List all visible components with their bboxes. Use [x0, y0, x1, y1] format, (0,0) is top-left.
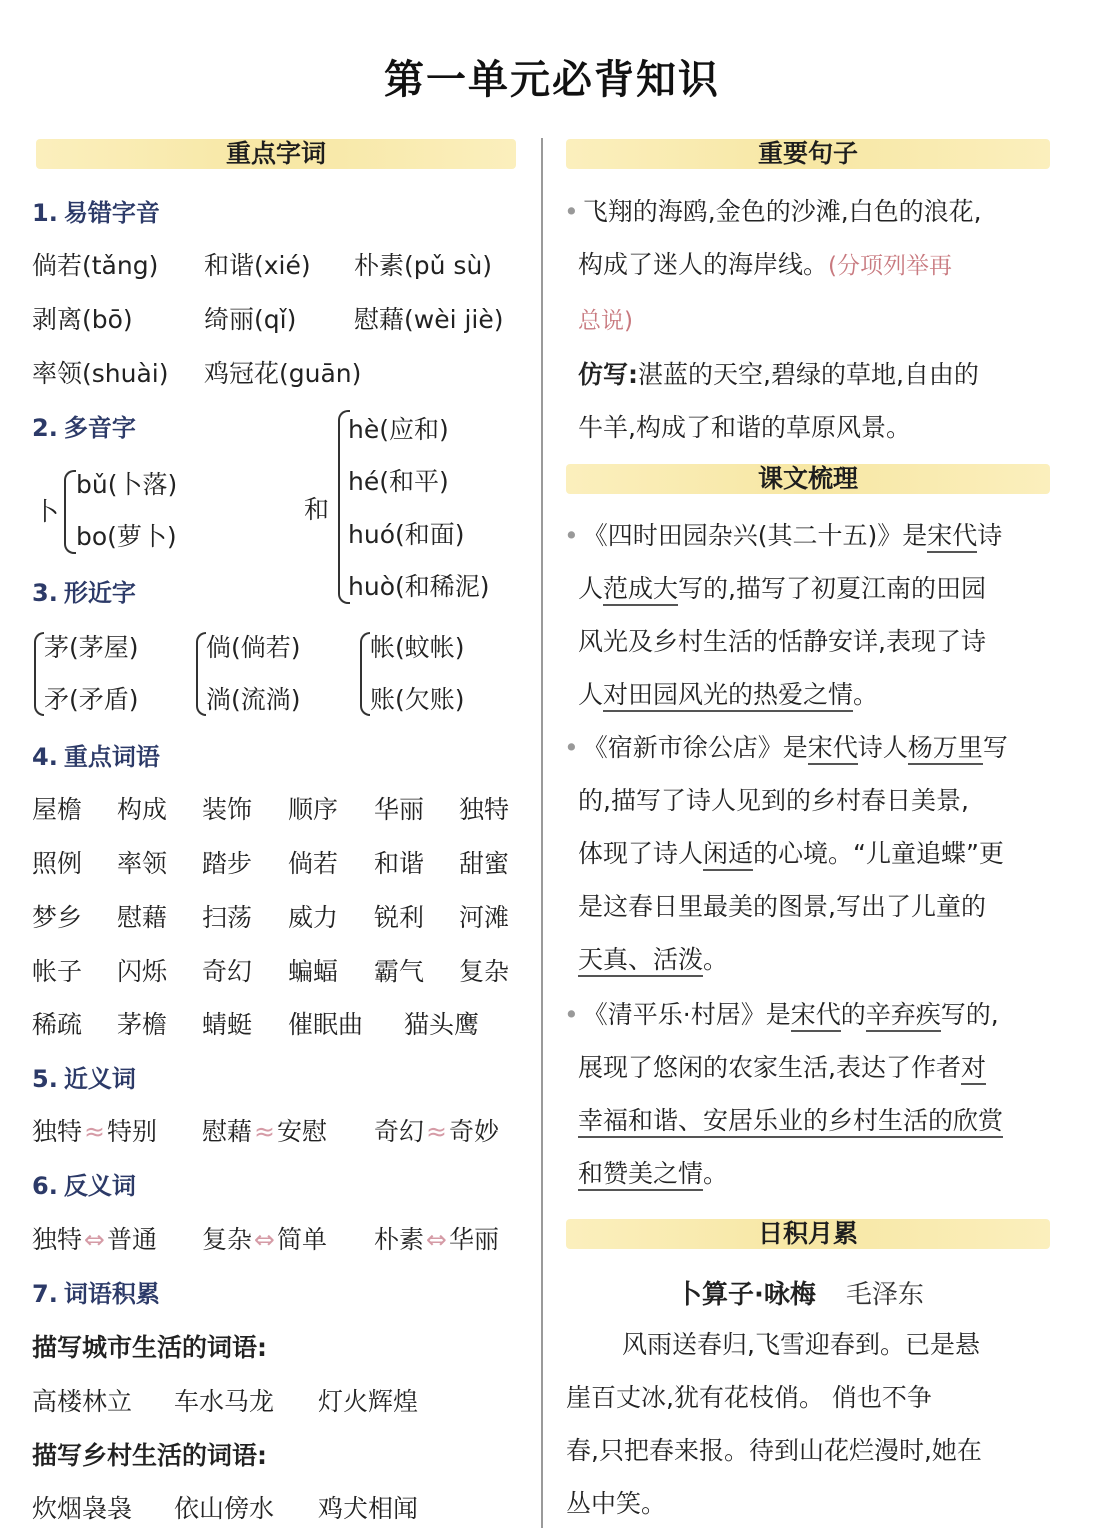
sentence-note: 总说): [578, 308, 633, 334]
summary-text: 《宿新市徐公店》是: [582, 733, 808, 762]
underlined-text: 辛弃疾: [866, 1000, 941, 1032]
pinyin-item: 率领(shuài): [32, 359, 169, 388]
summary-line: [564, 668, 1084, 721]
word: 复杂: [459, 957, 510, 986]
underlined-text: 宋代: [808, 733, 858, 765]
word: 稀疏: [32, 1010, 83, 1039]
poem-line: 丛中笑。: [566, 1489, 667, 1518]
word: 河滩: [459, 903, 510, 932]
word: 特别: [106, 1117, 157, 1146]
poem-heading: [676, 1274, 924, 1311]
underlined-text: 闲适: [703, 839, 753, 871]
similar-char: 倘(倘若): [206, 633, 301, 662]
summary-text: 写: [982, 733, 1008, 762]
approx-symbol: ≈: [426, 1117, 447, 1146]
word: 灯火辉煌: [318, 1387, 419, 1416]
summary-line: [564, 933, 1084, 986]
summary-text: 展现了悠闲的农家生活,表达了作者: [578, 1053, 961, 1082]
word: 炊烟袅袅: [32, 1494, 133, 1523]
summary-line: [564, 562, 1084, 615]
polyphone-reading: huò(和稀泥): [348, 572, 490, 601]
word: 茅檐: [117, 1010, 168, 1039]
sentence-note: (分项列举再: [828, 253, 952, 279]
polyphone-reading: huó(和面): [348, 520, 465, 549]
similar-char: 矛(矛盾): [44, 685, 139, 714]
imitate-line: [564, 401, 1084, 454]
brace-similar: [360, 632, 370, 716]
poem-body: [566, 1318, 1066, 1530]
summary-text: 《清平乐·村居》是: [582, 1000, 791, 1029]
summary-line: [564, 721, 1084, 774]
sentence-text: 飞翔的海鸥,金色的沙滩,白色的浪花,: [582, 197, 982, 226]
word: 和谐: [374, 849, 425, 878]
sentence-line: [564, 185, 1084, 238]
word: 帐子: [32, 957, 83, 986]
word: 霸气: [374, 957, 425, 986]
word: 简单: [276, 1225, 327, 1254]
section-2-number: 2.: [32, 414, 58, 442]
word: 慰藉: [117, 903, 168, 932]
opposite-arrow-icon: ⇔: [254, 1225, 275, 1254]
section-1-number: 1.: [32, 199, 58, 227]
summary-text: 体现了诗人: [578, 839, 704, 868]
section-7-heading: [32, 1274, 160, 1309]
summary-line: [564, 615, 1084, 668]
polyphone-reading: bo(萝卜): [76, 522, 177, 551]
word: 催眠曲: [288, 1010, 364, 1039]
banner-key-words: 重点字词: [36, 139, 516, 169]
summary-paragraph-3: [564, 988, 1084, 1200]
underlined-text: 对: [961, 1053, 986, 1085]
banner-text-summary: 课文梳理: [566, 464, 1050, 494]
section-2-heading: [32, 408, 136, 443]
section-2-title: 多音字: [63, 414, 136, 442]
section-6-heading: [32, 1166, 136, 1201]
brace-similar: [196, 632, 206, 716]
antonym-pair: [202, 1220, 327, 1256]
underlined-text: 宋代: [927, 521, 977, 553]
summary-text: 是这春日里最美的图景,写出了儿童的: [578, 892, 986, 921]
summary-line: [564, 1147, 1084, 1200]
word: 屋檐: [32, 795, 83, 824]
word: 奇幻: [374, 1117, 425, 1146]
similar-char: 帐(蚊帐): [370, 633, 465, 662]
word: 猫头鹰: [404, 1010, 480, 1039]
word: 扫荡: [202, 903, 253, 932]
section-7-number: 7.: [32, 1280, 58, 1308]
word: 朴素: [374, 1225, 425, 1254]
summary-text: 的心境。“儿童追蝶”更: [753, 839, 1004, 868]
summary-text: 的,描写了诗人见到的乡村春日美景,: [578, 786, 969, 815]
section-5-title: 近义词: [63, 1065, 136, 1093]
brace-similar: [34, 632, 44, 716]
word: 鸡犬相闻: [318, 1494, 419, 1523]
bullet-icon: •: [564, 521, 579, 550]
word: 率领: [117, 849, 168, 878]
word: 锐利: [374, 903, 425, 932]
word: 蝙蝠: [288, 957, 339, 986]
summary-line: [564, 509, 1084, 562]
brace-bu: [64, 470, 76, 554]
summary-line: [564, 1094, 1084, 1147]
underlined-text: 对田园风光的热爱之情: [603, 680, 853, 712]
word: 独特: [32, 1225, 83, 1254]
word: 普通: [106, 1225, 157, 1254]
village-words-label: 描写乡村生活的词语:: [32, 1441, 267, 1470]
word: 闪烁: [117, 957, 168, 986]
word: 梦乡: [32, 903, 83, 932]
sentence-line: [564, 238, 1084, 293]
section-4-number: 4.: [32, 743, 58, 771]
underlined-text: 和赞美之情: [578, 1159, 703, 1191]
section-1-title: 易错字音: [63, 199, 160, 227]
underlined-text: 天真、活泼: [578, 945, 703, 977]
underlined-text: 幸福和谐、安居乐业的乡村生活的欣赏: [578, 1106, 1003, 1138]
word: 顺序: [288, 795, 339, 824]
word: 装饰: [202, 795, 253, 824]
summary-text: 人: [578, 574, 604, 603]
word: 华丽: [448, 1225, 499, 1254]
summary-text: 人: [578, 680, 604, 709]
summary-paragraph-2: [564, 721, 1084, 986]
poem-line: 风雨送春归,飞雪迎春到。已是悬: [622, 1330, 980, 1359]
word: 威力: [288, 903, 339, 932]
summary-line: [564, 827, 1084, 880]
sentence-text: 构成了迷人的海岸线。: [578, 250, 829, 279]
underlined-text: 范成大: [603, 574, 678, 606]
column-divider: [541, 138, 543, 1528]
word: 安慰: [276, 1117, 327, 1146]
pinyin-item: 和谐(xié): [204, 251, 311, 280]
section-4-title: 重点词语: [63, 743, 160, 771]
key-sentence: [564, 185, 1084, 454]
antonym-pair: [374, 1220, 499, 1256]
banner-daily-accumulation: 日积月累: [566, 1219, 1050, 1249]
poem-author: 毛泽东: [845, 1280, 924, 1310]
word: 慰藉: [202, 1117, 253, 1146]
section-5-number: 5.: [32, 1065, 58, 1093]
polyphone-reading: hè(应和): [348, 415, 449, 444]
synonym-pair: [374, 1112, 499, 1148]
summary-text: 。: [703, 945, 729, 974]
section-1-heading: [32, 193, 160, 228]
pinyin-item: 倘若(tǎng): [32, 251, 159, 280]
pinyin-item: 剥离(bō): [32, 305, 133, 334]
word: 华丽: [374, 795, 425, 824]
summary-text: 的: [840, 1000, 866, 1029]
polyphone-reading: hé(和平): [348, 467, 449, 496]
underlined-text: 杨万里: [908, 733, 983, 765]
word: 蜻蜓: [202, 1010, 253, 1039]
word: 踏步: [202, 849, 253, 878]
pinyin-item: 慰藉(wèi jiè): [354, 305, 504, 334]
summary-text: 风光及乡村生活的恬静安详,表现了诗: [578, 627, 986, 656]
antonym-pair: [32, 1220, 157, 1256]
pinyin-item: 鸡冠花(guān): [204, 359, 362, 388]
summary-line: [564, 988, 1084, 1041]
approx-symbol: ≈: [254, 1117, 275, 1146]
synonym-pair: [202, 1112, 327, 1148]
imitate-label: 仿写:: [578, 360, 638, 389]
summary-paragraph-1: [564, 509, 1084, 721]
poem-line: 崖百丈冰,犹有花枝俏。 俏也不争: [566, 1383, 932, 1412]
similar-char: 淌(流淌): [206, 685, 301, 714]
summary-text: 《四时田园杂兴(其二十五)》是: [582, 521, 928, 550]
word: 独特: [459, 795, 510, 824]
sentence-line: [564, 293, 1084, 348]
bullet-icon: •: [564, 197, 579, 226]
word: 复杂: [202, 1225, 253, 1254]
similar-char: 茅(茅屋): [44, 633, 139, 662]
underlined-text: 宋代: [791, 1000, 841, 1032]
word: 依山傍水: [174, 1494, 275, 1523]
section-3-number: 3.: [32, 579, 58, 607]
section-4-heading: [32, 737, 160, 772]
word: 照例: [32, 849, 83, 878]
poem-title: 卜算子·咏梅: [676, 1280, 816, 1310]
section-5-heading: [32, 1059, 136, 1094]
approx-symbol: ≈: [84, 1117, 105, 1146]
summary-text: 诗人: [857, 733, 908, 762]
word: 车水马龙: [174, 1387, 275, 1416]
synonym-pair: [32, 1112, 157, 1148]
opposite-arrow-icon: ⇔: [426, 1225, 447, 1254]
summary-text: 。: [703, 1159, 729, 1188]
polyphone-char-he: 和: [304, 495, 330, 524]
city-words-label: 描写城市生活的词语:: [32, 1333, 267, 1362]
similar-char: 账(欠账): [370, 685, 465, 714]
polyphone-char-bu: 卜: [34, 497, 60, 526]
summary-text: 。: [853, 680, 879, 709]
word: 构成: [117, 795, 168, 824]
bullet-icon: •: [564, 1000, 579, 1029]
summary-text: 诗: [977, 521, 1003, 550]
summary-line: [564, 880, 1084, 933]
imitate-line: [564, 348, 1084, 401]
section-6-title: 反义词: [63, 1172, 136, 1200]
word: 倘若: [288, 849, 339, 878]
opposite-arrow-icon: ⇔: [84, 1225, 105, 1254]
page-title: 第一单元必背知识: [384, 57, 720, 103]
word: 甜蜜: [459, 849, 510, 878]
imitate-text: 湛蓝的天空,碧绿的草地,自由的: [638, 360, 979, 389]
section-6-number: 6.: [32, 1172, 58, 1200]
word: 奇妙: [448, 1117, 499, 1146]
section-3-heading: [32, 573, 136, 608]
summary-line: [564, 774, 1084, 827]
section-3-title: 形近字: [63, 579, 136, 607]
summary-text: 写的,描写了初夏江南的田园: [678, 574, 986, 603]
poem-line: 春,只把春来报。待到山花烂漫时,她在: [566, 1436, 982, 1465]
word: 独特: [32, 1117, 83, 1146]
pinyin-item: 朴素(pǔ sù): [354, 251, 493, 280]
word: 奇幻: [202, 957, 253, 986]
polyphone-reading: bǔ(卜落): [76, 470, 178, 499]
summary-line: [564, 1041, 1084, 1094]
summary-text: 写的,: [940, 1000, 999, 1029]
word: 高楼林立: [32, 1387, 133, 1416]
banner-key-sentences: 重要句子: [566, 139, 1050, 169]
bullet-icon: •: [564, 733, 579, 762]
imitate-text: 牛羊,构成了和谐的草原风景。: [578, 413, 911, 442]
pinyin-item: 绮丽(qǐ): [204, 305, 297, 334]
section-7-title: 词语积累: [63, 1280, 160, 1308]
